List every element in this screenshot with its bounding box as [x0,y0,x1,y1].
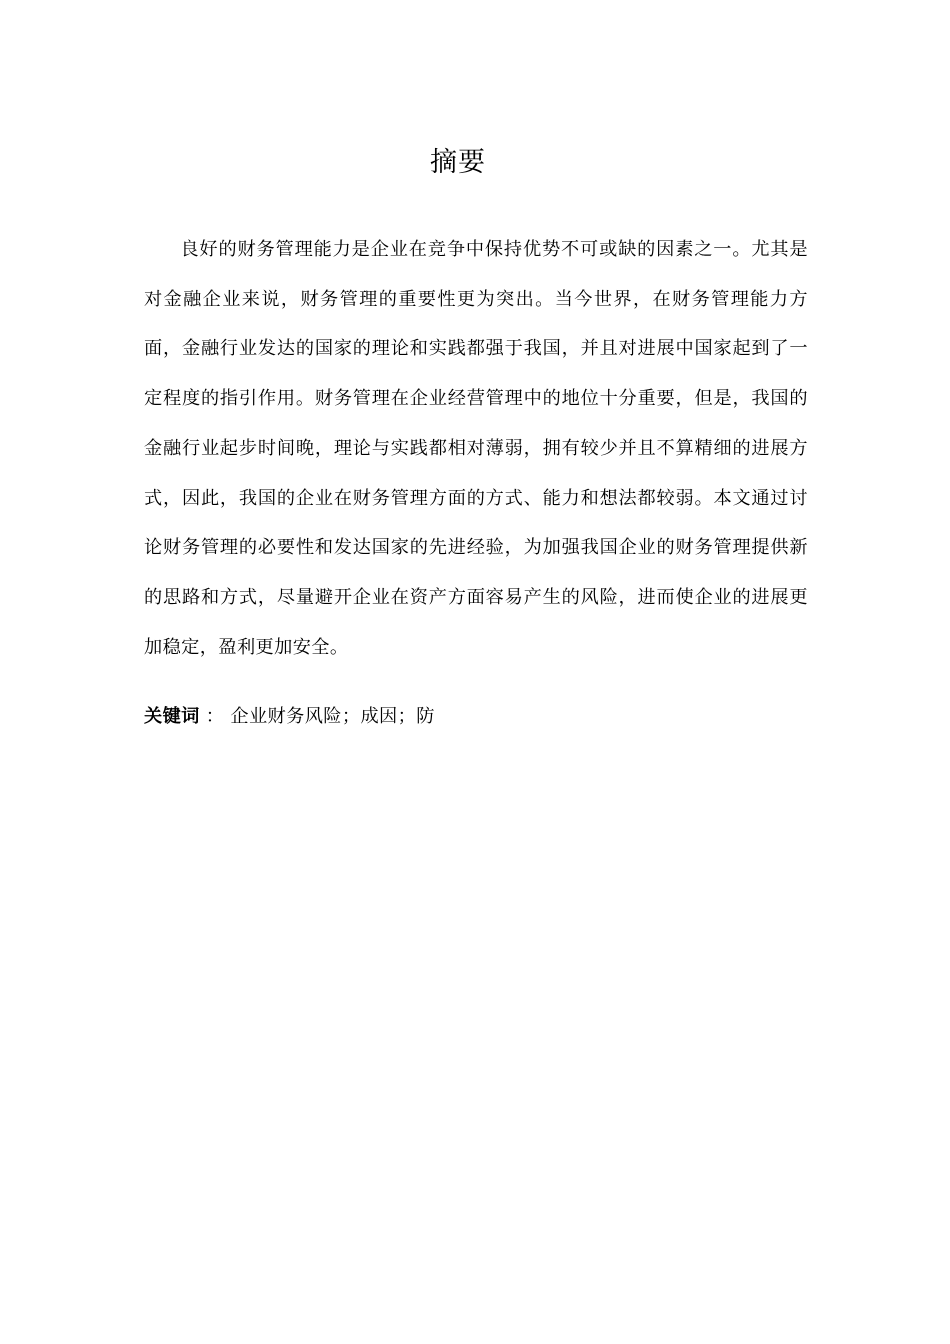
abstract-paragraph: 良好的财务管理能力是企业在竞争中保持优势不可或缺的因素之一。尤其是对金融企业来说，财务管理的重要性更为突出。当今世界，在财务管理能力方面，金融行业发达的国家的理论和实践都强于我国，并且对进展中国家起到了一定程度的指引作用。财务管理在企业经营管理中的地位十分重要，但是，我国的金融行业起步时间晚，理论与实践都相对薄弱，拥有较少并且不算精细的进展方式，因此，我国的企业在财务管理方面的方式、能力和想法都较弱。本文通过讨论财务管理的必要性和发达国家的先进经验，为加强我国企业的财务管理提供新的思路和方式，尽量避开企业在资产方面容易产生的风险，进而使企业的进展更加稳定，盈利更加安全。 [144,239,808,658]
keywords-text: 企业财务风险；成因；防 [230,706,435,727]
keywords-separator: ： [205,706,225,727]
keywords-line [144,700,808,734]
page-title: 摘要 [430,147,486,178]
keywords-label: 关键词 [144,706,200,727]
